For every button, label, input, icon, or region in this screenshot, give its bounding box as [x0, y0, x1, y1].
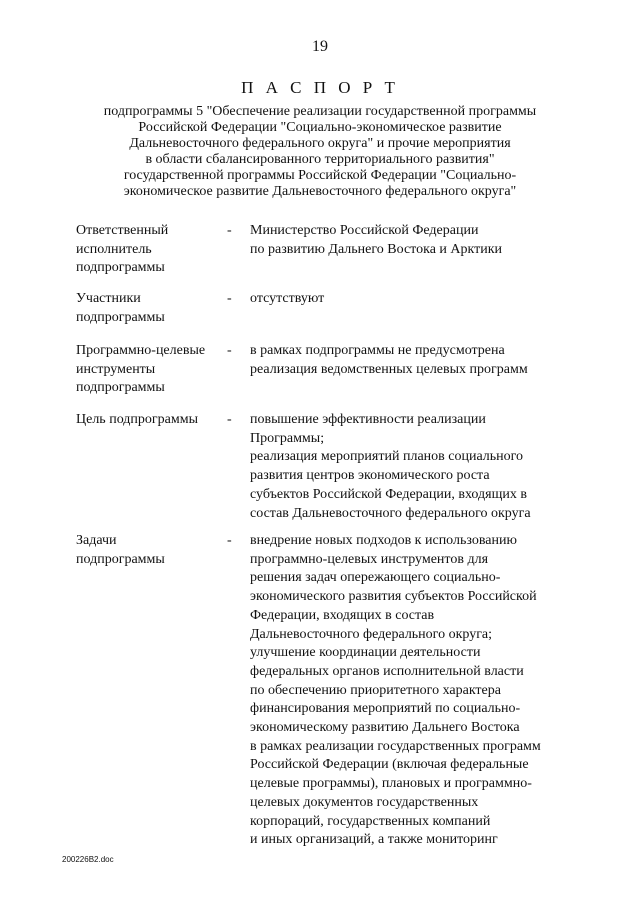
row-dash: - — [227, 223, 232, 238]
row-value-line: субъектов Российской Федерации, входящих в — [250, 486, 527, 502]
row-dash: - — [227, 343, 232, 358]
row-value-line: Программы; — [250, 430, 325, 446]
row-label-line: исполнитель — [76, 241, 152, 257]
subtitle-line: экономическое развитие Дальневосточного федерального округа" — [123, 184, 517, 199]
row-label — [76, 342, 231, 398]
row-value — [250, 290, 580, 309]
subtitle-line: Дальневосточного федерального округа" и прочие мероприятия — [129, 136, 511, 151]
row-value-line: экономическому развитию Дальнего Востока — [250, 720, 520, 736]
row-value-line: в рамках подпрограммы не предусмотрена — [250, 343, 505, 358]
row-label — [76, 532, 231, 569]
row-value — [250, 342, 580, 379]
file-name-footer: 200226B2.doc — [62, 855, 114, 864]
row-value-line: Дальневосточного федерального округа; — [250, 626, 493, 642]
row-value-line: улучшение координации деятельности — [250, 645, 481, 661]
row-label-line: подпрограммы — [76, 260, 165, 276]
row-value-line: в рамках реализации государственных программ — [250, 738, 541, 754]
row-value-line: Российской Федерации (включая федеральные — [250, 757, 529, 773]
row-value-line: программно-целевых инструментов для — [250, 551, 489, 567]
row-label-line: Цель подпрограммы — [76, 412, 198, 427]
row-label-line: Участники — [76, 291, 141, 306]
document-subtitle — [60, 104, 580, 200]
row-value-line: состав Дальневосточного федерального округа — [250, 505, 531, 521]
document-title: П А С П О Р Т — [241, 78, 399, 97]
row-label — [76, 290, 231, 327]
row-value — [250, 222, 580, 259]
row-value-line: федеральных органов исполнительной власти — [250, 663, 524, 679]
row-dash: - — [227, 533, 232, 548]
row-value-line: решения задач опережающего социально- — [250, 570, 501, 586]
row-value-line: реализация мероприятий планов социального — [250, 449, 524, 465]
row-value-line: по обеспечению приоритетного характера — [250, 682, 501, 698]
row-label-line: подпрограммы — [76, 551, 165, 567]
row-value — [250, 411, 580, 523]
row-value-line: повышение эффективности реализации — [250, 412, 486, 427]
row-value-line: реализация ведомственных целевых программ — [250, 361, 528, 377]
subtitle-line: Российской Федерации "Социально-экономическое развитие — [138, 120, 502, 135]
row-value-line: финансирования мероприятий по социально- — [250, 701, 521, 717]
row-value-line: и иных организаций, а также мониторинг — [250, 832, 498, 848]
row-value-line: Федерации, входящих в состав — [250, 607, 435, 623]
row-label — [76, 411, 231, 430]
subtitle-line: государственной программы Российской Федерации "Социально- — [123, 168, 517, 183]
subtitle-line: в области сбалансированного территориального развития" — [145, 152, 495, 167]
row-value-line: внедрение новых подходов к использованию — [250, 533, 517, 548]
row-value-line: целевых документов государственных — [250, 794, 479, 810]
row-value-line: отсутствуют — [250, 291, 325, 306]
page-number: 19 — [312, 38, 328, 55]
row-label-line: Задачи — [76, 533, 117, 548]
row-label-line: подпрограммы — [76, 380, 165, 396]
row-label-line: инструменты — [76, 361, 156, 377]
row-label-line: Ответственный — [76, 223, 169, 238]
row-value-line: Министерство Российской Федерации — [250, 223, 479, 238]
row-label-line: подпрограммы — [76, 309, 165, 325]
row-value-line: развития центров экономического роста — [250, 468, 490, 484]
row-value-line: корпораций, государственных компаний — [250, 813, 491, 829]
row-value-line: целевые программы), плановых и программно- — [250, 776, 532, 792]
row-label — [76, 222, 231, 278]
row-value-line: экономического развития субъектов Российской — [250, 589, 537, 605]
row-value-line: по развитию Дальнего Востока и Арктики — [250, 241, 503, 257]
row-value — [250, 532, 580, 850]
row-dash: - — [227, 291, 232, 306]
row-label-line: Программно-целевые — [76, 343, 206, 358]
subtitle-line: подпрограммы 5 "Обеспечение реализации государственной программы — [103, 104, 537, 119]
row-dash: - — [227, 412, 232, 427]
